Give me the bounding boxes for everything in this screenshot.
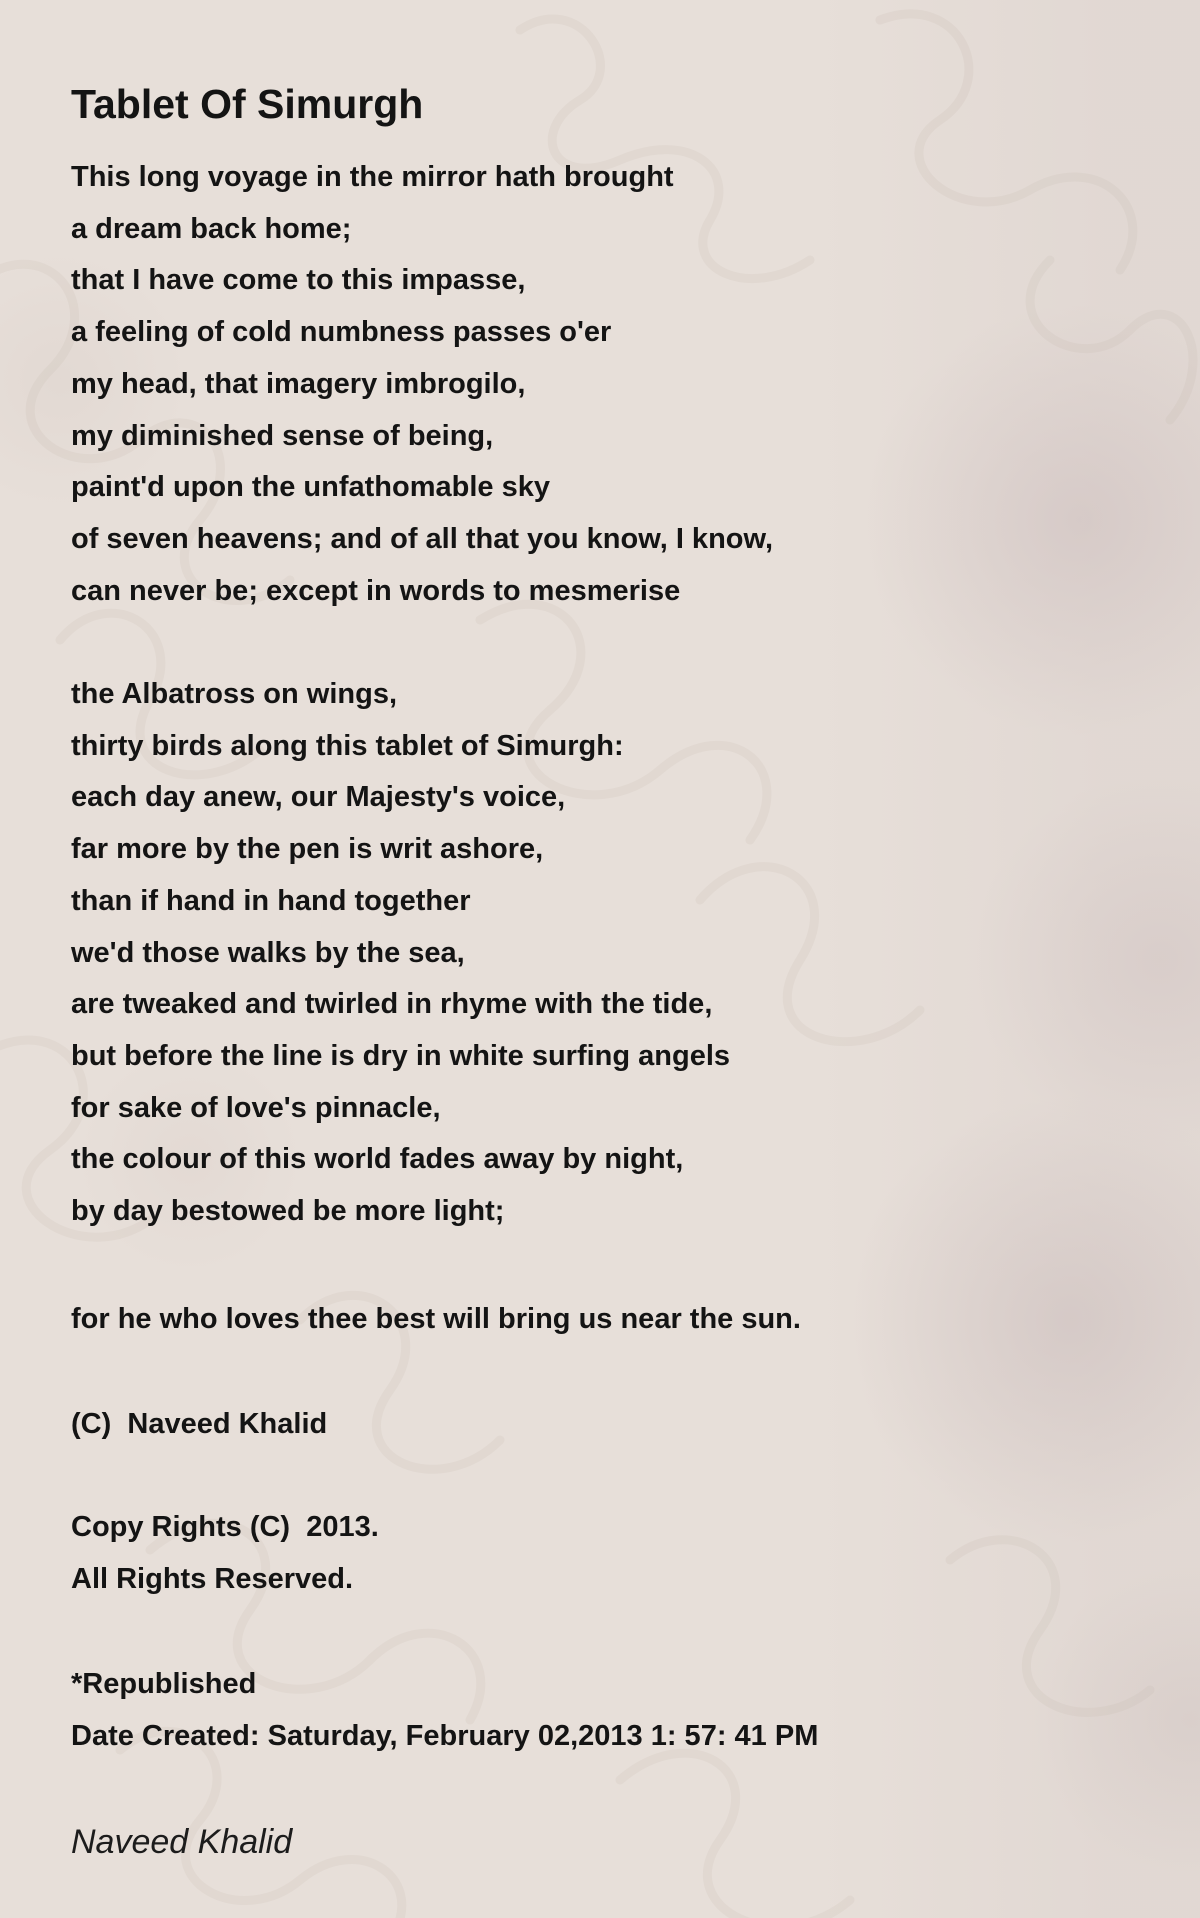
poem-line: my head, that imagery imbrogilo, xyxy=(71,367,526,400)
author-signature: Naveed Khalid xyxy=(71,1823,293,1861)
copyright-year-line: Copy Rights (C) 2013. xyxy=(71,1511,379,1543)
poem-line: but before the line is dry in white surfing angels xyxy=(71,1039,731,1072)
poem-stanza-2 xyxy=(71,669,730,1238)
date-created-line: Date Created: Saturday, February 02,2013 1: 57: 41 PM xyxy=(71,1719,819,1752)
poem-title: Tablet Of Simurgh xyxy=(71,81,424,128)
poem-line: by day bestowed be more light; xyxy=(71,1195,505,1228)
poem-line: far more by the pen is writ ashore, xyxy=(71,833,544,866)
poem-line: are tweaked and twirled in rhyme with the tide, xyxy=(71,988,713,1021)
poem-closing-line xyxy=(71,1294,801,1346)
republished-note: *Republished xyxy=(71,1668,257,1700)
poem-line: than if hand in hand together xyxy=(71,884,471,917)
poem-line: that I have come to this impasse, xyxy=(71,264,526,297)
copyright-author-line: (C) Naveed Khalid xyxy=(71,1408,328,1440)
copyright-author xyxy=(71,1399,327,1451)
poem-stanza-1 xyxy=(71,152,773,617)
poem-line: This long voyage in the mirror hath brought xyxy=(71,161,674,193)
poem-line: the Albatross on wings, xyxy=(71,678,398,710)
rights-reserved-line: All Rights Reserved. xyxy=(71,1562,354,1595)
poem-line: the colour of this world fades away by night, xyxy=(71,1143,684,1176)
republished-block xyxy=(71,1659,818,1762)
poem-line: can never be; except in words to mesmerise xyxy=(71,574,681,607)
poem-line: paint'd upon the unfathomable sky xyxy=(71,471,550,504)
poem-line: we'd those walks by the sea, xyxy=(71,936,465,969)
poem-line: for sake of love's pinnacle, xyxy=(71,1091,441,1124)
poem-line: my diminished sense of being, xyxy=(71,419,494,452)
poem-line: each day anew, our Majesty's voice, xyxy=(71,781,566,814)
poem-line: thirty birds along this tablet of Simurgh: xyxy=(71,729,624,762)
rights-block xyxy=(71,1502,379,1605)
poem-line: of seven heavens; and of all that you know, I know, xyxy=(71,522,774,555)
poem-line: a feeling of cold numbness passes o'er xyxy=(71,316,612,349)
poem-line: a dream back home; xyxy=(71,212,352,245)
poem-line: for he who loves thee best will bring us near the sun. xyxy=(71,1303,801,1335)
